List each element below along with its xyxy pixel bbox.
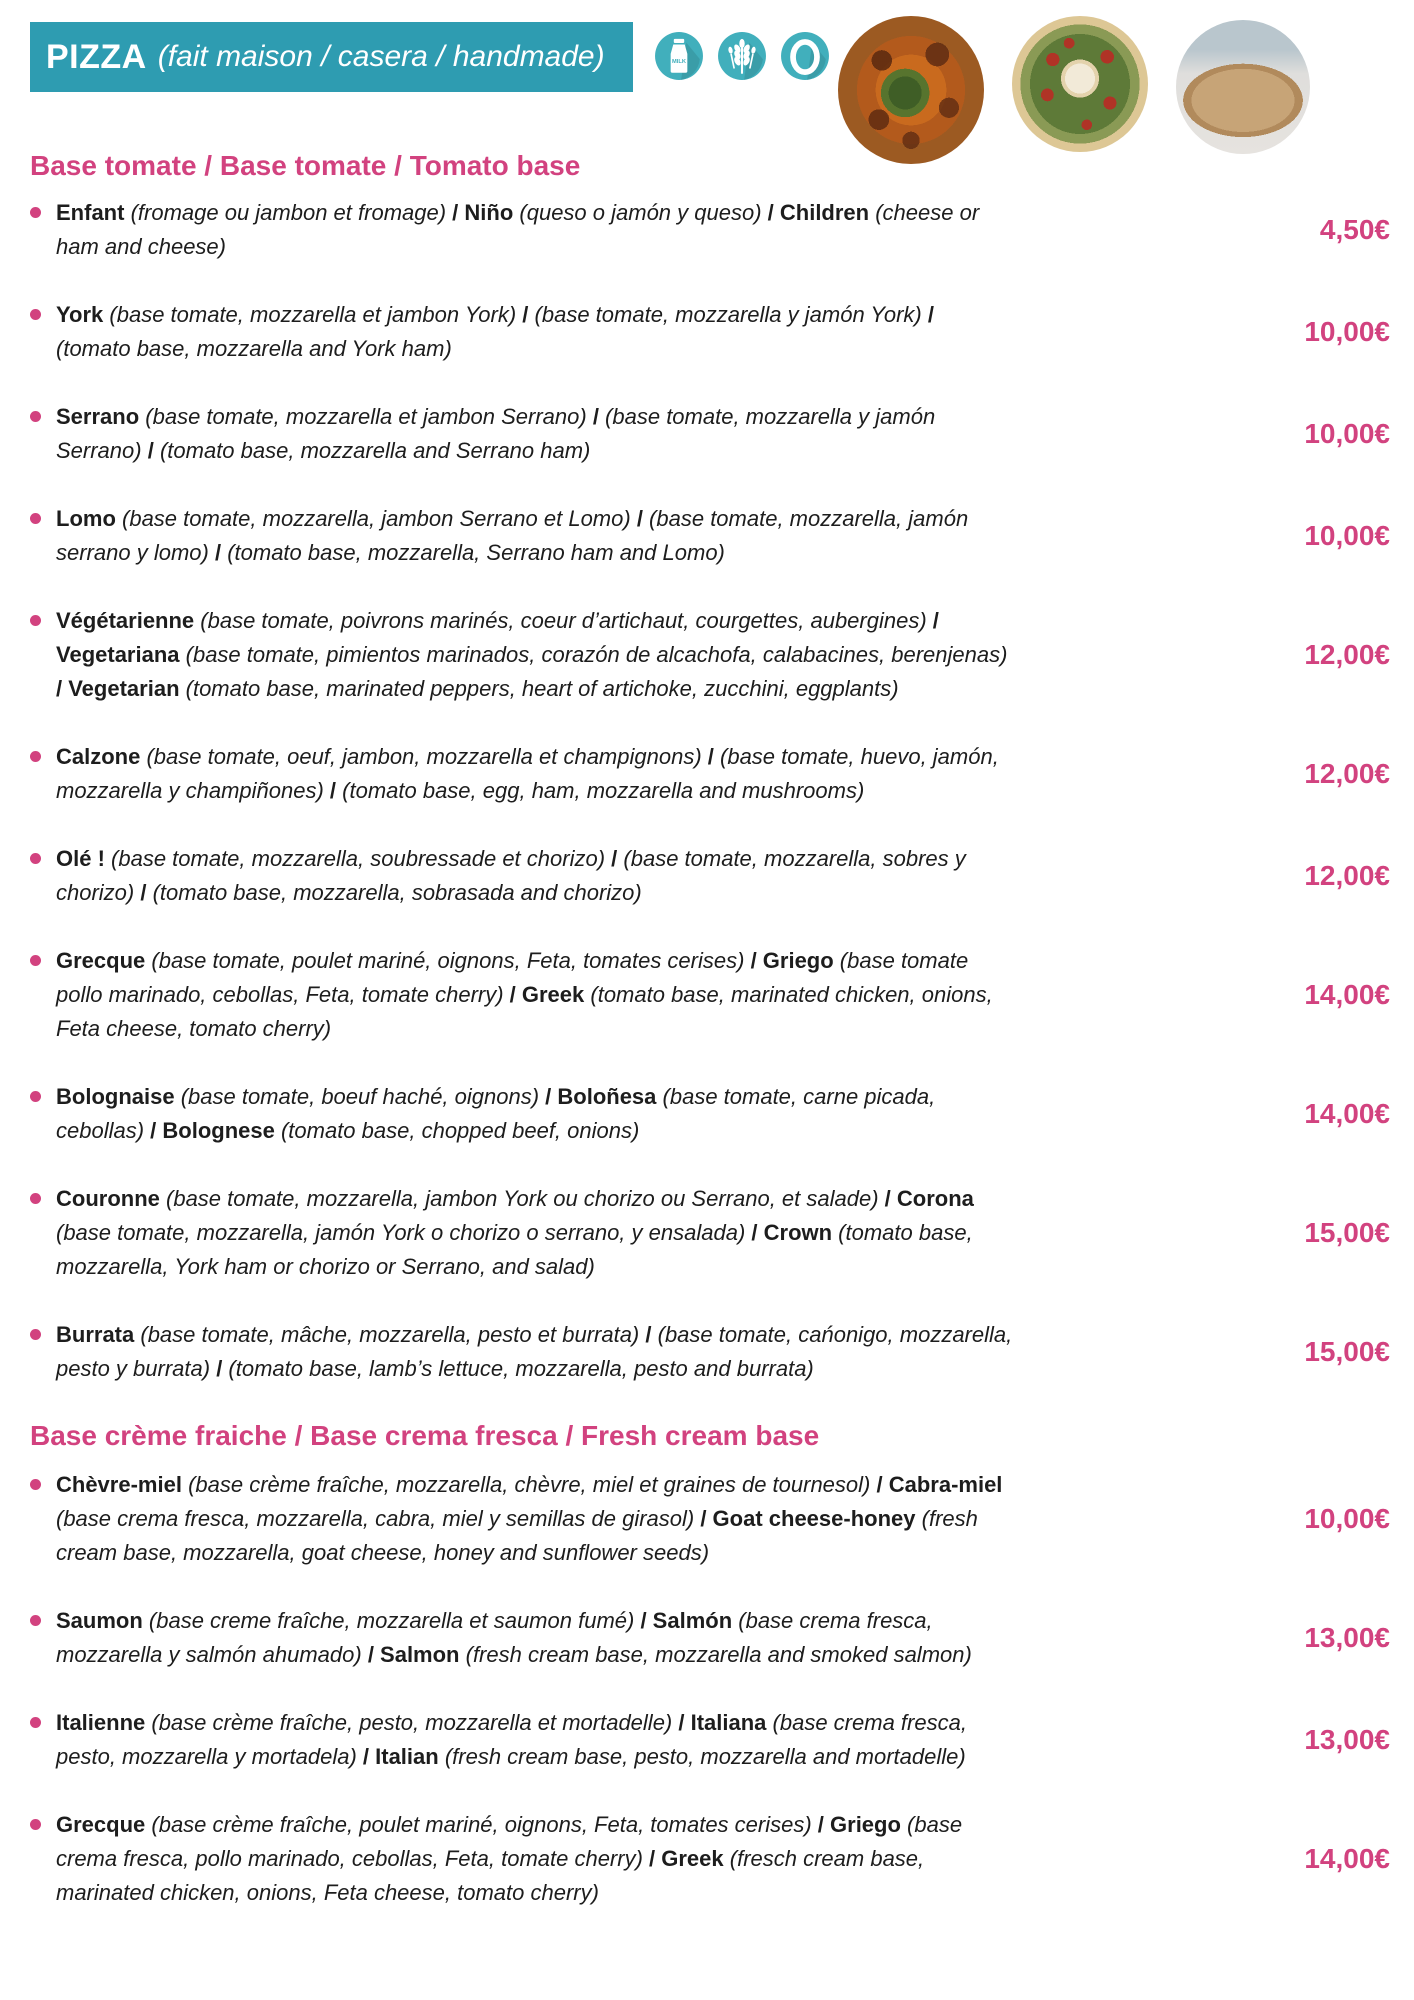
menu-item — [30, 196, 1390, 264]
menu-item — [30, 1080, 1390, 1148]
page-subtitle: (fait maison / casera / handmade) — [157, 40, 605, 73]
menu-item-price: 12,00€ — [1304, 860, 1390, 891]
menu-item — [30, 1182, 1390, 1284]
allergen-icons — [654, 31, 830, 81]
menu-item — [30, 1808, 1390, 1910]
menu-item-description: Grecque (base tomate, poulet mariné, oignons, Feta, tomates cerises) / Griego (base tomate pollo marinado, cebollas, Feta, tomate cherry) / Greek (tomato base, marinated chicken, onions, Feta cheese, tomato cherry) — [56, 948, 993, 1041]
menu-item-price: 10,00€ — [1304, 520, 1390, 551]
menu-item-description: Bolognaise (base tomate, boeuf haché, oignons) / Boloñesa (base tomate, carne picada, cebollas) / Bolognese (tomato base, chopped beef, onions) — [56, 1084, 936, 1143]
crown-pizza-photo — [838, 16, 984, 164]
bullet-icon — [30, 853, 41, 864]
menu-item-description: Végétarienne (base tomate, poivrons marinés, coeur d’artichaut, courgettes, aubergines) / Vegetariana (base tomate, pimientos marinados, corazón de alcachofa, calabacines, berenjenas) / Vegetarian (tomato base, marinated peppers, heart of artichoke, zucchini, eggplants) — [56, 608, 1008, 701]
menu-item-description: Olé ! (base tomate, mozzarella, soubressade et chorizo) / (base tomate, mozzarella, sobres y chorizo) / (tomato base, mozzarella, sobrasada and chorizo) — [56, 846, 966, 905]
section-heading: Base tomate / Base tomate / Tomato base — [30, 150, 581, 181]
bullet-icon — [30, 1819, 41, 1830]
section-heading: Base crème fraiche / Base crema fresca / Fresh cream base — [30, 1420, 820, 1451]
menu-item-description: Italienne (base crème fraîche, pesto, mozzarella et mortadelle) / Italiana (base crema fresca, pesto, mozzarella y mortadela) / Italian (fresh cream base, pesto, mozzarella and mortadelle) — [56, 1710, 967, 1769]
menu-item-price: 14,00€ — [1304, 1843, 1390, 1874]
menu-item-description: Calzone (base tomate, oeuf, jambon, mozzarella et champignons) / (base tomate, huevo, jamón, mozzarella y champiñones) / (tomato base, egg, ham, mozzarella and mushrooms) — [56, 744, 999, 803]
menu-item — [30, 842, 1390, 910]
menu-item — [30, 1318, 1390, 1386]
menu-item — [30, 1706, 1390, 1774]
menu-root — [0, 150, 1414, 1910]
menu-item-price: 15,00€ — [1304, 1336, 1390, 1367]
menu-item-description: York (base tomate, mozzarella et jambon York) / (base tomate, mozzarella y jamón York) / (tomato base, mozzarella and York ham) — [56, 302, 934, 361]
menu-item-price: 14,00€ — [1304, 1098, 1390, 1129]
menu-item-price: 10,00€ — [1304, 316, 1390, 347]
menu-item — [30, 502, 1390, 570]
milk-icon-label: MILK — [672, 58, 686, 65]
menu-item-description: Burrata (base tomate, mâche, mozzarella, pesto et burrata) / (base tomate, cańonigo, mozzarella, pesto y burrata) / (tomato base, lamb’s lettuce, mozzarella, pesto and burrata) — [56, 1322, 1013, 1381]
menu-item-price: 10,00€ — [1304, 1503, 1390, 1534]
bullet-icon — [30, 309, 41, 320]
bullet-icon — [30, 615, 41, 626]
bullet-icon — [30, 1615, 41, 1626]
menu-item-description: Chèvre-miel (base crème fraîche, mozzarella, chèvre, miel et graines de tournesol) / Cabra-miel (base crema fresca, mozzarella, cabra, miel y semillas de girasol) / Goat cheese-honey (fresh cream base, mozzarella, goat cheese, honey and sunflower seeds) — [56, 1472, 1003, 1565]
menu-item-price: 12,00€ — [1304, 639, 1390, 670]
menu-item-price: 10,00€ — [1304, 418, 1390, 449]
menu-item-price: 13,00€ — [1304, 1622, 1390, 1653]
menu-item-description: Grecque (base crème fraîche, poulet mariné, oignons, Feta, tomates cerises) / Griego (base crema fresca, pollo marinado, cebollas, Feta, tomate cherry) / Greek (fresch cream base, marinated chicken, onions, Feta cheese, tomato cherry) — [56, 1812, 963, 1905]
calzone-photo — [1176, 20, 1310, 154]
menu-item — [30, 298, 1390, 366]
bullet-icon — [30, 1479, 41, 1490]
menu-item-description: Lomo (base tomate, mozzarella, jambon Serrano et Lomo) / (base tomate, mozzarella, jamón serrano y lomo) / (tomato base, mozzarella, Serrano ham and Lomo) — [56, 506, 969, 565]
burrata-pizza-photo — [1012, 16, 1148, 152]
menu-item-description: Couronne (base tomate, mozzarella, jambon York ou chorizo ou Serrano, et salade) / Corona (base tomate, mozzarella, jamón York o chorizo o serrano, y ensalada) / Crown (tomato base, mozzarella, York ham or chorizo or Serrano, and salad) — [56, 1186, 974, 1279]
bullet-icon — [30, 955, 41, 966]
bullet-icon — [30, 513, 41, 524]
page-title: PIZZA — [46, 37, 147, 76]
menu-header — [0, 0, 1414, 150]
menu-item-price: 13,00€ — [1304, 1724, 1390, 1755]
menu-item-price: 4,50€ — [1319, 214, 1390, 245]
bullet-icon — [30, 411, 41, 422]
bullet-icon — [30, 1329, 41, 1340]
egg-icon — [780, 31, 830, 81]
menu-item-price: 12,00€ — [1304, 758, 1390, 789]
bullet-icon — [30, 1193, 41, 1204]
menu-item — [30, 740, 1390, 808]
menu-item — [30, 400, 1390, 468]
menu-item — [30, 944, 1390, 1046]
menu-item-description: Enfant (fromage ou jambon et fromage) / Niño (queso o jamón y queso) / Children (cheese or ham and cheese) — [56, 200, 980, 259]
menu-item-price: 14,00€ — [1304, 979, 1390, 1010]
menu-item — [30, 1604, 1390, 1672]
pizza-title-bar — [30, 22, 633, 92]
wheat-icon — [717, 31, 767, 81]
menu-item — [30, 1468, 1390, 1570]
bullet-icon — [30, 1091, 41, 1102]
bullet-icon — [30, 207, 41, 218]
menu-item — [30, 604, 1390, 706]
bullet-icon — [30, 751, 41, 762]
menu-item-description: Saumon (base creme fraîche, mozzarella et saumon fumé) / Salmón (base crema fresca, mozzarella y salmón ahumado) / Salmon (fresh cream base, mozzarella and smoked salmon) — [56, 1608, 972, 1667]
menu-item-description: Serrano (base tomate, mozzarella et jambon Serrano) / (base tomate, mozzarella y jamón Serrano) / (tomato base, mozzarella and Serrano ham) — [56, 404, 936, 463]
menu-item-price: 15,00€ — [1304, 1217, 1390, 1248]
milk-icon — [654, 31, 704, 81]
bullet-icon — [30, 1717, 41, 1728]
